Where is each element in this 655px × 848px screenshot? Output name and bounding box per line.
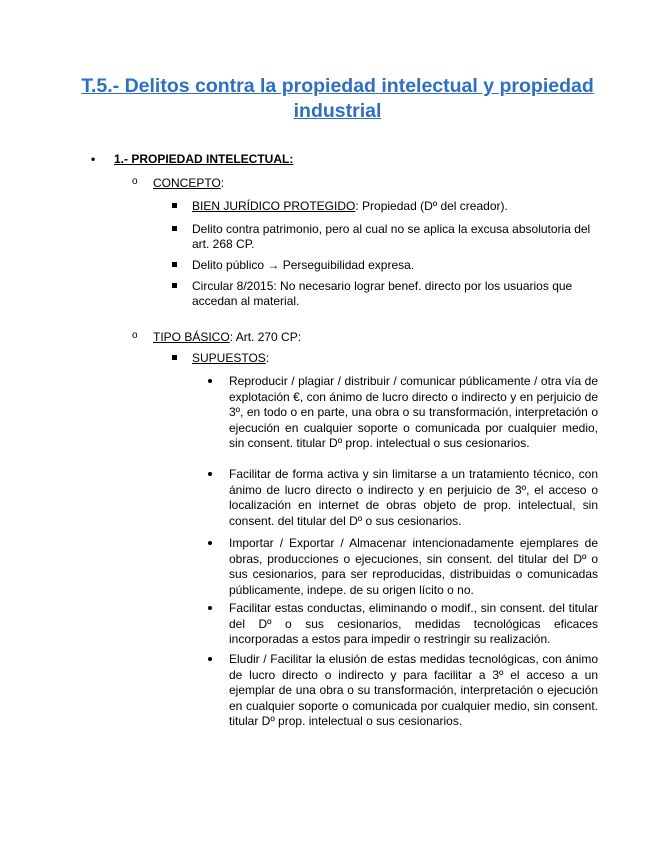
dot-bullet-icon (208, 541, 212, 545)
square-bullet-icon (172, 262, 177, 267)
circle-bullet-icon: o (132, 176, 138, 187)
item-label: BIEN JURÍDICO PROTEGIDO (192, 199, 356, 213)
dot-bullet-icon (208, 379, 212, 383)
square-bullet-icon (172, 355, 177, 360)
square-bullet-icon (172, 203, 177, 208)
dot-bullet-icon (208, 657, 212, 661)
section-label: 1.- PROPIEDAD INTELECTUAL: (114, 152, 294, 166)
subsection-label: TIPO BÁSICO (153, 330, 230, 344)
circle-bullet-icon: o (132, 330, 138, 341)
page-title: T.5.- Delitos contra la propiedad intelectual y propiedad industrial (81, 75, 594, 122)
dot-bullet-icon (208, 472, 212, 476)
square-bullet-icon (172, 283, 177, 288)
subsection-label: CONCEPTO (153, 176, 221, 190)
dot-bullet-icon (208, 606, 212, 610)
bullet-icon: • (91, 152, 96, 166)
square-bullet-icon (172, 226, 177, 231)
